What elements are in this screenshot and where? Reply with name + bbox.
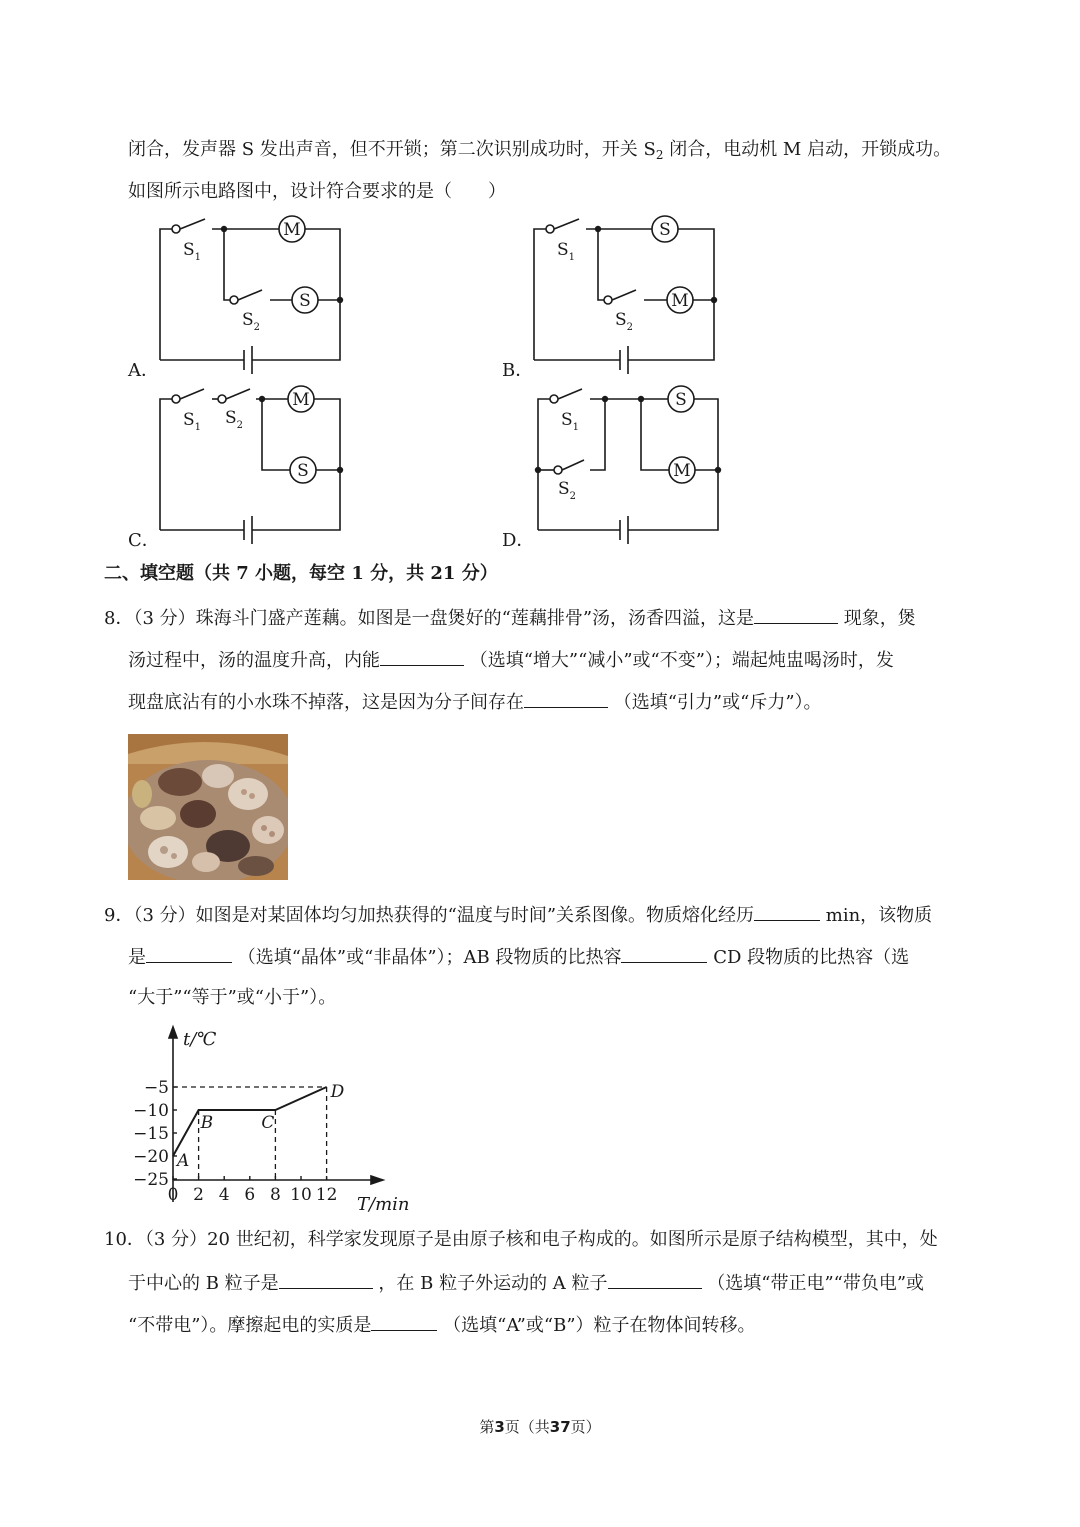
- q9-line1: 9．（3 分）如图是对某固体均匀加热获得的“温度与时间”关系图像。物质熔化经历 min，该物质: [104, 902, 932, 928]
- answer-blank[interactable]: [371, 1312, 437, 1331]
- switch-s2-label: $S_2$: [242, 310, 261, 333]
- circuit-diagrams: [0, 0, 1080, 560]
- q10-line1: 10．（3 分）20 世纪初，科学家发现原子是由原子核和电子构成的。如图所示是原子结构模型，其中，处: [104, 1229, 938, 1250]
- answer-blank[interactable]: [524, 689, 608, 708]
- answer-blank[interactable]: [754, 902, 820, 921]
- point-label-c: C: [261, 1113, 275, 1133]
- switch-s1-label: $S_1$: [183, 240, 202, 263]
- answer-blank[interactable]: [380, 647, 464, 666]
- motor-label: M: [292, 390, 310, 410]
- switch-s2-label: $S_2$: [615, 310, 634, 333]
- lotus-root-soup-image: [128, 734, 288, 880]
- sounder-label: S: [297, 461, 309, 481]
- switch-s1-label: $S_1$: [557, 240, 576, 263]
- q8-line2: 汤过程中，汤的温度升高，内能 （选填“增大”“减小”或“不变”）；端起炖盅喝汤时，发: [128, 647, 894, 673]
- q8-line1: 8．（3 分）珠海斗门盛产莲藕。如图是一盘煲好的“莲藕排骨”汤，汤香四溢，这是 现象，煲: [104, 605, 916, 631]
- x-tick-label: 2: [193, 1185, 205, 1205]
- switch-s1-label: $S_1$: [561, 410, 580, 433]
- option-d-label: D．: [502, 530, 535, 551]
- y-tick-label: −15: [133, 1124, 169, 1144]
- q7-line1: 闭合，发声器 S 发出声音，但不开锁；第二次识别成功时，开关 $S_2$ 闭合，电动机 M 启动，开锁成功。: [128, 139, 952, 162]
- answer-blank[interactable]: [754, 605, 838, 624]
- switch-s2-label: $S_2$: [558, 479, 577, 502]
- q9-line3: “大于”“等于”或“小于”）。: [128, 987, 337, 1008]
- y-tick-label: −20: [133, 1147, 169, 1167]
- point-label-a: A: [177, 1151, 190, 1171]
- x-tick-label: 10: [290, 1185, 312, 1205]
- point-label-b: B: [200, 1113, 214, 1133]
- y-tick-label: −5: [143, 1078, 169, 1098]
- x-tick-label: 0: [167, 1185, 179, 1205]
- sounder-label: S: [659, 220, 671, 240]
- option-b-label: B．: [502, 360, 534, 381]
- q8-line3: 现盘底沾有的小水珠不掉落，这是因为分子间存在 （选填“引力”或“斥力”）。: [128, 689, 822, 715]
- x-tick-label: 8: [269, 1185, 281, 1205]
- y-tick-label: −25: [133, 1170, 169, 1190]
- option-a-label: A．: [128, 360, 159, 381]
- q9-line2: 是 （选填“晶体”或“非晶体”）；AB 段物质的比热容 CD 段物质的比热容（选: [128, 944, 909, 970]
- switch-s1-label: $S_1$: [183, 410, 202, 433]
- point-label-d: D: [330, 1082, 345, 1102]
- x-tick-label: 12: [315, 1185, 338, 1205]
- q10-line3: “不带电”）。摩擦起电的实质是 （选填“A”或“B”）粒子在物体间转移。: [128, 1312, 756, 1338]
- q10-line2: 于中心的 B 粒子是 ，在 B 粒子外运动的 A 粒子 （选填“带正电”“带负电”或: [128, 1270, 924, 1296]
- temperature-curve: [173, 1087, 327, 1156]
- motor-label: M: [671, 291, 689, 311]
- answer-blank[interactable]: [608, 1270, 702, 1289]
- x-tick-label: 4: [218, 1185, 230, 1205]
- x-tick-label: 6: [244, 1185, 256, 1205]
- page-footer: 第3页（共37页）: [479, 1418, 601, 1436]
- option-c-label: C．: [128, 530, 160, 551]
- section-heading: 二、填空题（共 7 小题，每空 1 分，共 21 分）: [104, 563, 498, 584]
- temperature-time-chart: [125, 1022, 415, 1222]
- motor-label: M: [283, 220, 301, 240]
- y-axis-label: t/℃: [183, 1029, 217, 1050]
- switch-s2-label: $S_2$: [225, 408, 244, 431]
- motor-label: M: [673, 461, 691, 481]
- x-axis-arrow: [371, 1176, 383, 1184]
- x-axis-label: T/min: [357, 1194, 410, 1215]
- y-tick-label: −10: [133, 1101, 169, 1121]
- sounder-label: S: [299, 291, 311, 311]
- answer-blank[interactable]: [621, 944, 707, 963]
- answer-blank[interactable]: [146, 944, 232, 963]
- q7-line2: 如图所示电路图中，设计符合要求的是（ ）: [128, 181, 506, 202]
- y-axis-arrow: [169, 1027, 177, 1038]
- answer-blank[interactable]: [279, 1270, 373, 1289]
- sounder-label: S: [675, 390, 687, 410]
